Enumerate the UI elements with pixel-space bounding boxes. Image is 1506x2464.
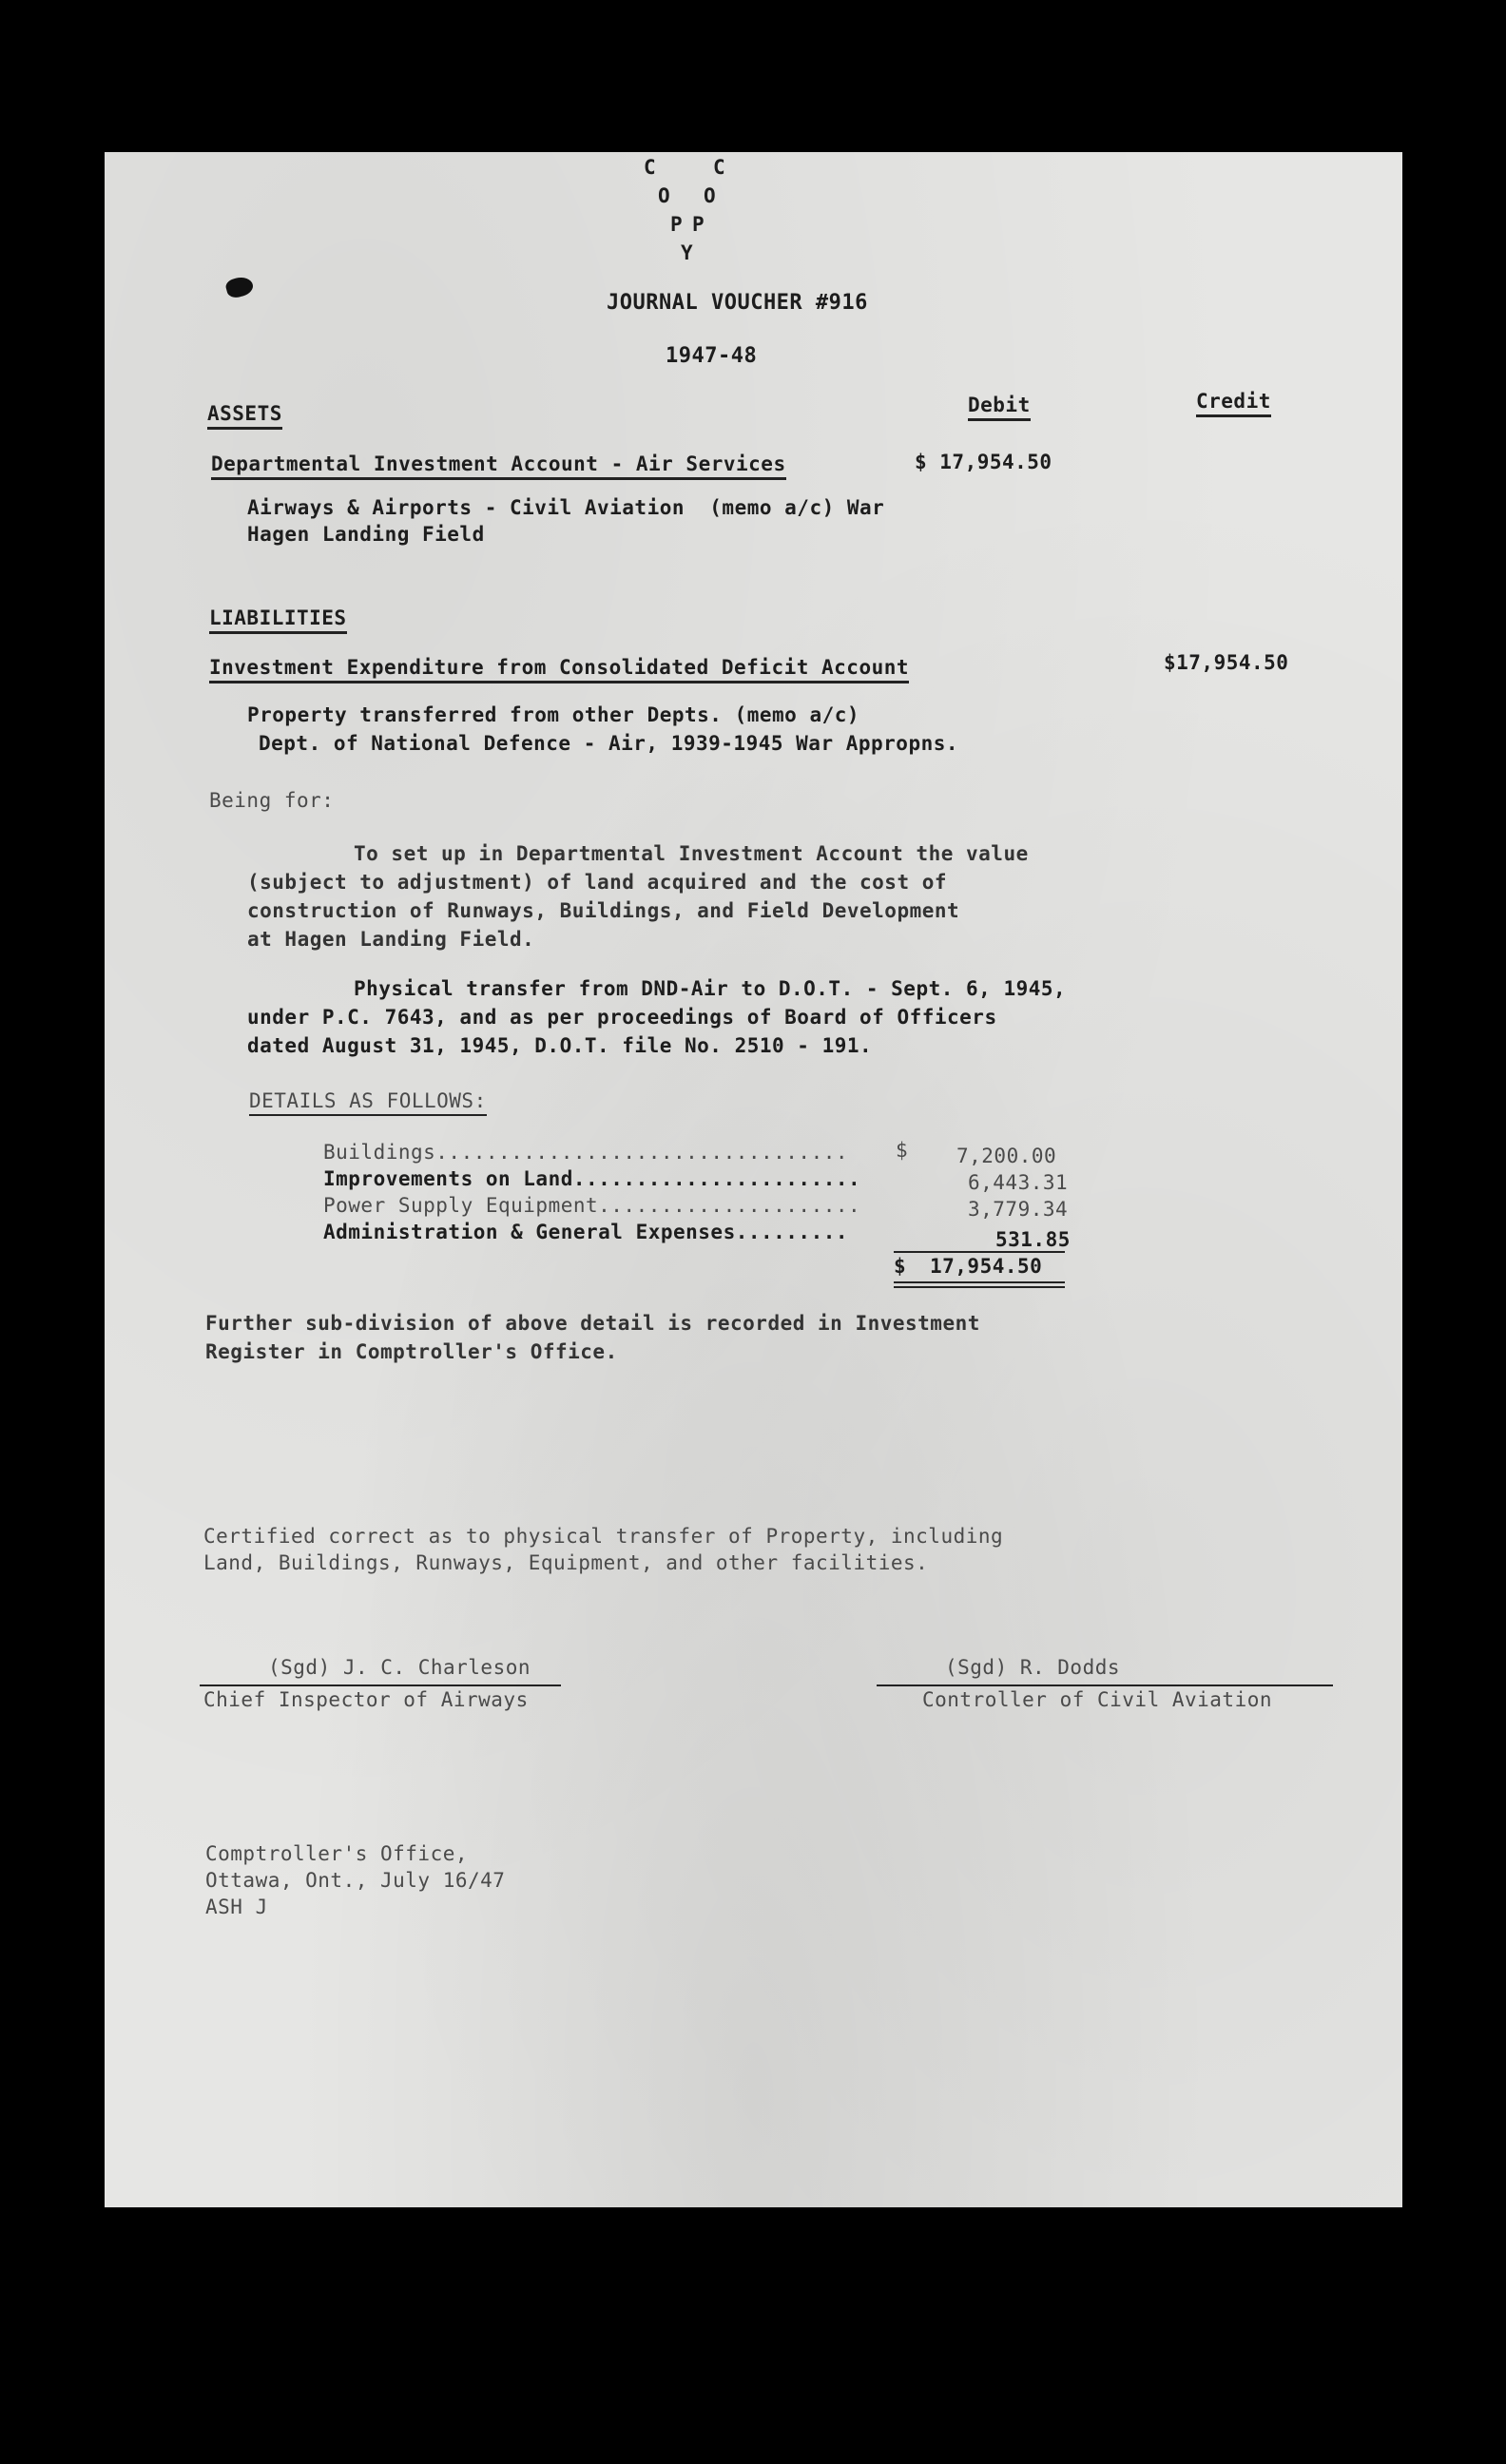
- left-signature-line: [200, 1684, 561, 1686]
- right-signature-line: [877, 1684, 1333, 1686]
- detail-label-improvements: Improvements on Land.......................: [323, 1167, 861, 1190]
- total-rule-bottom-2: [894, 1286, 1065, 1288]
- detail-total: 17,954.50: [930, 1255, 1043, 1278]
- detail-amount-admin: 531.85: [995, 1228, 1071, 1251]
- certified-line2: Land, Buildings, Runways, Equipment, and other facilities.: [203, 1551, 929, 1574]
- right-signature-title: Controller of Civil Aviation: [922, 1688, 1273, 1711]
- assets-heading: ASSETS: [207, 404, 282, 430]
- certified-line1: Certified correct as to physical transfer of Property, including: [203, 1525, 1004, 1548]
- copy-stamp-c2: C: [713, 156, 726, 179]
- assets-account: Departmental Investment Account - Air Services: [211, 454, 786, 480]
- detail-label-power: Power Supply Equipment.....................: [323, 1194, 861, 1217]
- total-rule-top: [894, 1251, 1065, 1253]
- detail-currency: $: [896, 1139, 909, 1162]
- fiscal-year: 1947-48: [666, 344, 758, 368]
- total-currency: $: [894, 1255, 907, 1278]
- document-page: [105, 152, 1402, 2207]
- footer-line2: Ottawa, Ont., July 16/47: [205, 1869, 506, 1892]
- copy-stamp-o2: O: [704, 184, 717, 207]
- being-for-para2-line2: under P.C. 7643, and as per proceedings of Board of Officers: [247, 1006, 997, 1029]
- ink-blot: [224, 275, 255, 300]
- being-for-para2-line3: dated August 31, 1945, D.O.T. file No. 2510 - 191.: [247, 1034, 873, 1057]
- copy-stamp-c1: C: [644, 156, 657, 179]
- detail-amount-power: 3,779.34: [968, 1198, 1069, 1221]
- being-for-para1-line2: (subject to adjustment) of land acquired and the cost of: [247, 871, 948, 894]
- liabilities-heading: LIABILITIES: [209, 608, 347, 634]
- liabilities-line1: Property transferred from other Depts. (memo a/c): [247, 703, 860, 726]
- copy-stamp-p1: P: [670, 213, 684, 236]
- being-for-label: Being for:: [209, 789, 335, 812]
- copy-stamp-o1: O: [658, 184, 671, 207]
- liabilities-line2: Dept. of National Defence - Air, 1939-1945 War Appropns.: [259, 732, 959, 755]
- further-line1: Further sub-division of above detail is recorded in Investment: [205, 1312, 980, 1335]
- liabilities-credit-amount: $17,954.50: [1164, 651, 1289, 674]
- liabilities-account: Investment Expenditure from Consolidated Deficit Account: [209, 658, 909, 683]
- detail-amount-improvements: 6,443.31: [968, 1171, 1069, 1194]
- details-heading: DETAILS AS FOLLOWS:: [249, 1091, 487, 1116]
- right-signature-name: (Sgd) R. Dodds: [945, 1656, 1121, 1679]
- being-for-para1-line1: To set up in Departmental Investment Account the value: [354, 842, 1029, 865]
- copy-stamp-y: Y: [681, 241, 694, 264]
- detail-label-admin: Administration & General Expenses.........: [323, 1221, 849, 1243]
- assets-line1: Airways & Airports - Civil Aviation (memo a/c) War: [247, 496, 885, 519]
- debit-heading: Debit: [968, 395, 1031, 421]
- being-for-para1-line3: construction of Runways, Buildings, and Field Development: [247, 899, 960, 922]
- footer-line3: ASH J: [205, 1896, 268, 1918]
- being-for-para2-line1: Physical transfer from DND-Air to D.O.T. - Sept. 6, 1945,: [354, 977, 1067, 1000]
- being-for-para1-line4: at Hagen Landing Field.: [247, 928, 535, 951]
- detail-amount-buildings: 7,200.00: [956, 1145, 1057, 1167]
- assets-line2: Hagen Landing Field: [247, 523, 485, 546]
- credit-heading: Credit: [1196, 392, 1271, 417]
- copy-stamp-p2: P: [692, 213, 705, 236]
- left-signature-name: (Sgd) J. C. Charleson: [268, 1656, 531, 1679]
- voucher-title: JOURNAL VOUCHER #916: [607, 291, 868, 315]
- total-rule-bottom-1: [894, 1281, 1065, 1283]
- detail-label-buildings: Buildings.................................: [323, 1141, 849, 1164]
- assets-debit-amount: $ 17,954.50: [915, 451, 1052, 473]
- further-line2: Register in Comptroller's Office.: [205, 1340, 618, 1363]
- left-signature-title: Chief Inspector of Airways: [203, 1688, 529, 1711]
- footer-line1: Comptroller's Office,: [205, 1842, 469, 1865]
